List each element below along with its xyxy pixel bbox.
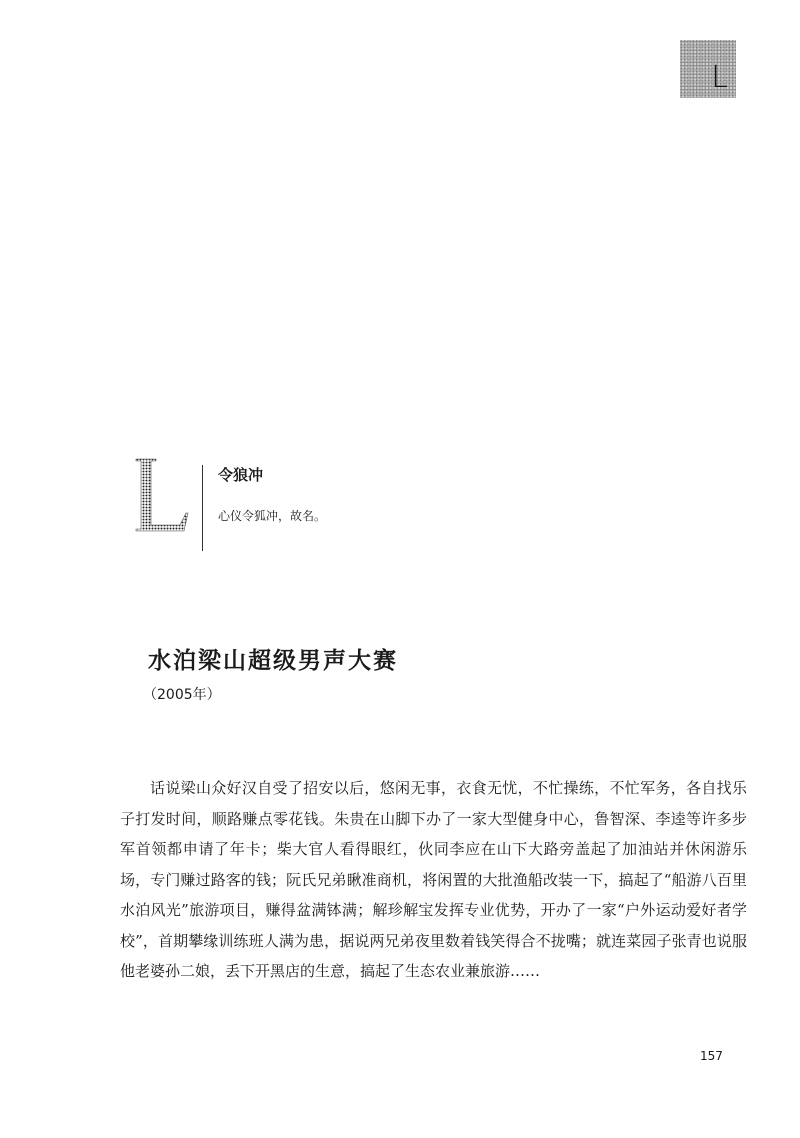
section-tab-letter: L [711, 60, 728, 95]
author-note: 心仪令狐冲，故名。 [218, 509, 327, 523]
page-number: 157 [700, 1049, 723, 1063]
author-name: 令狼冲 [218, 466, 264, 484]
article-title: 水泊梁山超级男声大赛 [148, 647, 398, 674]
author-block [130, 455, 530, 555]
author-initial-letter [130, 455, 190, 535]
svg-text:L: L [130, 455, 131, 456]
section-tab [680, 40, 736, 98]
article-year: （2005年） [143, 687, 221, 703]
author-divider [202, 465, 203, 551]
article-body: 话说梁山众好汉自受了招安以后，悠闲无事，衣食无忧，不忙操练，不忙军务，各自找乐子打发时间，顺路赚点零花钱。朱贵在山脚下办了一家大型健身中心，鲁智深、李逵等许多步军首领都申请了年卡；柴大官人看得眼红，伙同李应在山下大路旁盖起了加油站并休闲游乐场，专门赚过路客的钱；阮氏兄弟瞅准商机，将闲置的大批渔船改装一下，搞起了“船游八百里水泊风光”旅游项目，赚得盆满钵满；解珍解宝发挥专业优势，开办了一家“户外运动爱好者学校”，首期攀缘训练班人满为患，据说两兄弟夜里数着钱笑得合不拢嘴；就连菜园子张青也说服他老婆孙二娘，丢下开黑店的生意，搞起了生态农业兼旅游…… [120, 779, 747, 980]
